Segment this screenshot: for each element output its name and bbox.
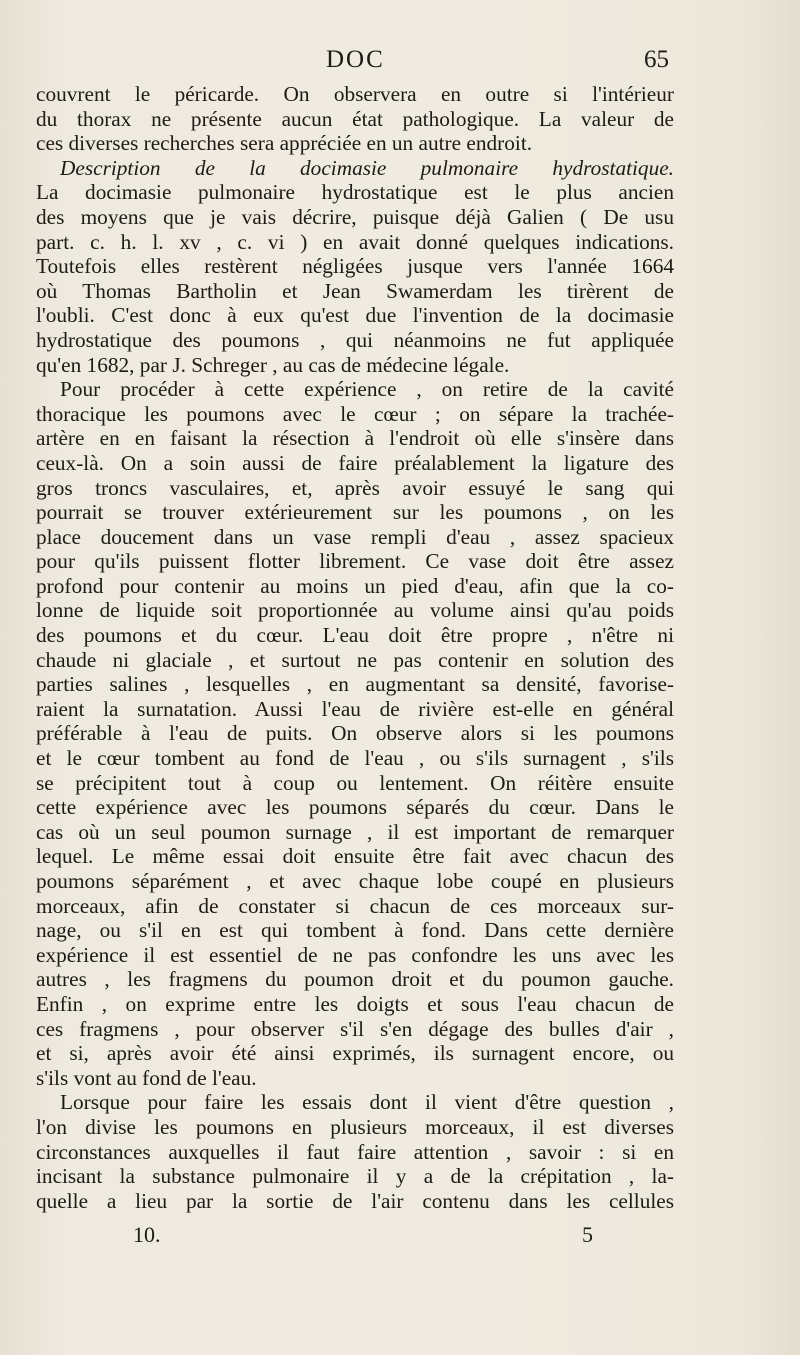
text-line: qu'en 1682, par J. Schreger , au cas de médecine légale. — [36, 352, 510, 377]
running-title: DOC — [326, 46, 385, 73]
text-line: couvrent le péricarde. On observera en outre si l'intérieur — [36, 82, 674, 106]
text-line: pourrait se trouver extérieurement sur les poumons , on les — [36, 500, 674, 525]
signature-mark: 10. — [133, 1222, 161, 1247]
text-line: Toutefois elles restèrent négligées jusque vers l'année 1664 — [36, 254, 674, 279]
text-line: ces fragmens , pour observer s'il s'en dégage des bulles d'air , — [36, 1016, 674, 1041]
text-line: gros troncs vasculaires, et, après avoir essuyé le sang qui — [36, 475, 674, 500]
signature-number: 5 — [582, 1222, 593, 1247]
running-head — [0, 46, 800, 78]
text-line: Enfin , on exprime entre les doigts et sous l'eau chacun de — [36, 991, 674, 1016]
text-line: des poumons et du cœur. L'eau doit être propre , n'être ni — [36, 623, 674, 648]
text-line: préférable à l'eau de puits. On observe alors si les poumons — [36, 721, 674, 746]
text-line: place doucement dans un vase rempli d'eau , assez spacieux — [36, 524, 674, 549]
text-line: lequel. Le même essai doit ensuite être fait avec chacun des — [36, 844, 674, 869]
text-line: des moyens que je vais décrire, puisque déjà Galien ( De usu — [36, 204, 674, 229]
text-line: l'oubli. C'est donc à eux qu'est due l'invention de la docimasie — [36, 303, 674, 328]
text-line: thoracique les poumons avec le cœur ; on sépare la trachée- — [36, 401, 674, 426]
text-line: La docimasie pulmonaire hydrostatique est le plus ancien — [36, 180, 674, 205]
text-line: du thorax ne présente aucun état pathologique. La valeur de — [36, 106, 674, 131]
text-line: profond pour contenir au moins un pied d'eau, afin que la co- — [36, 573, 674, 598]
text-line: se précipitent tout à coup ou lentement. On réitère ensuite — [36, 770, 674, 795]
text-line: Pour procéder à cette expérience , on retire de la cavité — [60, 377, 674, 402]
text-line: et le cœur tombent au fond de l'eau , ou s'ils surnagent , s'ils — [36, 746, 674, 771]
text-line: quelle a lieu par la sortie de l'air contenu dans les cellules — [36, 1188, 674, 1213]
text-line: incisant la substance pulmonaire il y a de la crépitation , la- — [36, 1164, 674, 1189]
text-line: cas où un seul poumon surnage , il est important de remarquer — [36, 819, 674, 844]
text-line: parties salines , lesquelles , en augmentant sa densité, favorise- — [36, 672, 674, 697]
text-line: lonne de liquide soit proportionnée au volume ainsi qu'au poids — [36, 598, 674, 623]
text-line: pour qu'ils puissent flotter librement. Ce vase doit être assez — [36, 549, 674, 574]
text-line: hydrostatique des poumons , qui néanmoins ne fut appliquée — [36, 327, 674, 352]
text-line: circonstances auxquelles il faut faire attention , savoir : si en — [36, 1139, 674, 1164]
text-line: l'on divise les poumons en plusieurs morceaux, il est diverses — [36, 1114, 674, 1139]
text-line: où Thomas Bartholin et Jean Swamerdam les tirèrent de — [36, 278, 674, 303]
text-line: part. c. h. l. xv , c. vi ) en avait donné quelques indications. — [36, 229, 674, 254]
page-number: 65 — [644, 46, 669, 73]
text-line: raient la surnatation. Aussi l'eau de rivière est-elle en général — [36, 696, 674, 721]
text-line: et si, après avoir été ainsi exprimés, ils surnagent encore, ou — [36, 1041, 674, 1066]
text-line: ces diverses recherches sera appréciée en un autre endroit. — [36, 131, 533, 156]
text-line: autres , les fragmens du poumon droit et du poumon gauche. — [36, 967, 674, 992]
text-line: ceux-là. On a soin aussi de faire préalablement la ligature des — [36, 450, 674, 475]
text-line: poumons séparément , et avec chaque lobe coupé en plusieurs — [36, 869, 674, 893]
text-line: expérience il est essentiel de ne pas confondre les uns avec les — [36, 942, 674, 967]
text-line: artère en en faisant la résection à l'endroit où elle s'insère dans — [36, 426, 674, 451]
body-text — [36, 82, 674, 1213]
text-line: morceaux, afin de constater si chacun de ces morceaux sur- — [36, 893, 674, 918]
page-footer — [0, 1222, 800, 1250]
text-line: cette expérience avec les poumons séparés du cœur. Dans le — [36, 795, 674, 820]
text-line: s'ils vont au fond de l'eau. — [36, 1065, 257, 1090]
text-line: nage, ou s'il en est qui tombent à fond. Dans cette dernière — [36, 918, 674, 943]
text-line: Description de la docimasie pulmonaire hydrostatique. — [60, 155, 674, 180]
text-line: chaude ni glaciale , et surtout ne pas contenir en solution des — [36, 647, 674, 672]
text-line: Lorsque pour faire les essais dont il vient d'être question , — [60, 1090, 674, 1115]
